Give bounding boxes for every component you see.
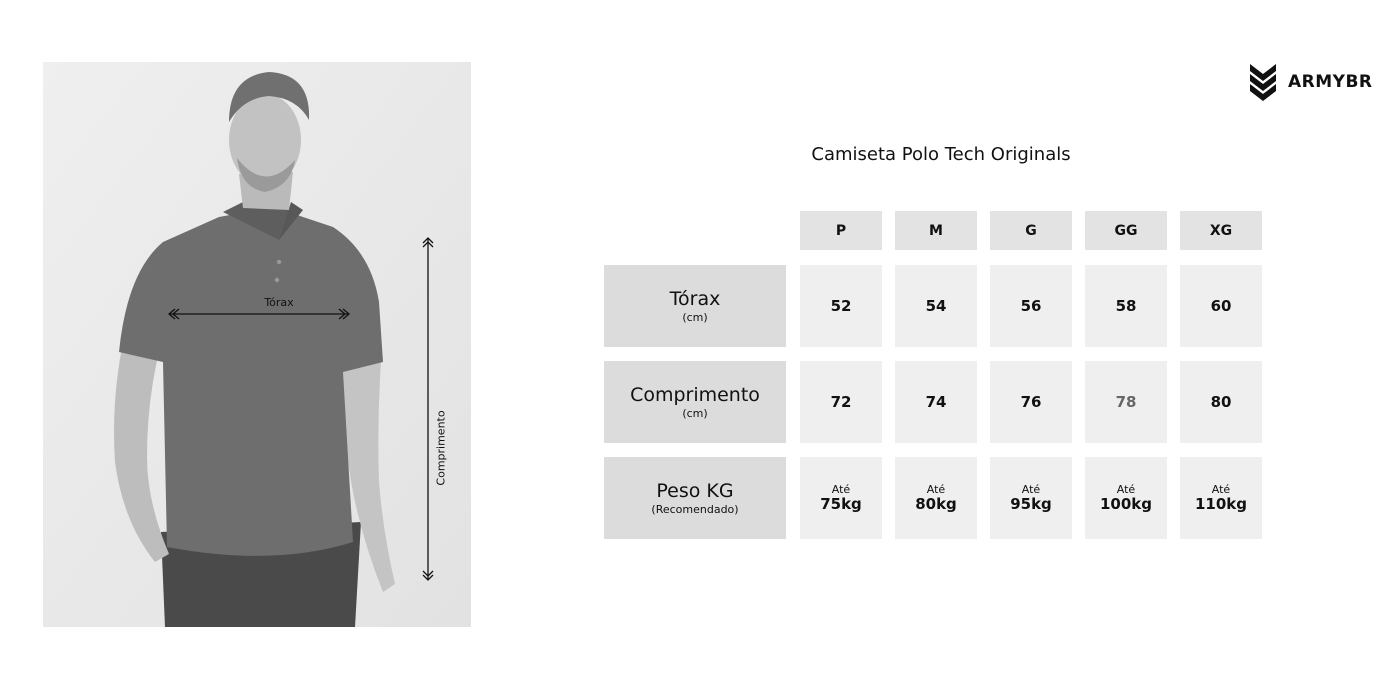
length-measure-arrow	[43, 62, 471, 627]
weight-value-gg	[1085, 457, 1167, 539]
size-header-p: P	[800, 211, 882, 250]
row-label-unit: (cm)	[682, 407, 708, 420]
weight-prefix: Até	[1211, 483, 1231, 496]
weight-prefix: Até	[1021, 483, 1041, 496]
weight-amount: 80kg	[915, 495, 957, 513]
length-value-m: 74	[895, 361, 977, 443]
chest-value-xg: 60	[1180, 265, 1262, 347]
row-label-unit: (Recomendado)	[651, 503, 739, 516]
length-value-gg: 78	[1085, 361, 1167, 443]
row-label-weight	[604, 457, 786, 539]
weight-amount: 110kg	[1194, 495, 1248, 513]
length-value-p: 72	[800, 361, 882, 443]
length-measure-label: Comprimento	[434, 410, 448, 486]
brand-name: ARMYBR	[1288, 72, 1373, 92]
brand-logo	[1248, 62, 1373, 102]
weight-amount: 75kg	[820, 495, 862, 513]
row-label-text: Comprimento	[630, 384, 760, 406]
chest-measure-label: Tórax	[264, 296, 294, 309]
chest-value-g: 56	[990, 265, 1072, 347]
weight-prefix: Até	[1116, 483, 1136, 496]
size-header-m: M	[895, 211, 977, 250]
row-label-chest	[604, 265, 786, 347]
size-header-xg: XG	[1180, 211, 1262, 250]
row-label-length	[604, 361, 786, 443]
chest-value-m: 54	[895, 265, 977, 347]
chevron-shield-icon	[1248, 62, 1278, 102]
chest-value-gg: 58	[1085, 265, 1167, 347]
product-title: Camiseta Polo Tech Originals	[811, 144, 1071, 165]
weight-amount: 95kg	[1010, 495, 1052, 513]
weight-value-p	[800, 457, 882, 539]
weight-value-m	[895, 457, 977, 539]
row-label-text: Peso KG	[656, 480, 734, 502]
weight-prefix: Até	[831, 483, 851, 496]
weight-prefix: Até	[926, 483, 946, 496]
row-label-unit: (cm)	[682, 311, 708, 324]
size-header-g: G	[990, 211, 1072, 250]
length-value-g: 76	[990, 361, 1072, 443]
row-label-text: Tórax	[669, 288, 721, 310]
size-header-gg: GG	[1085, 211, 1167, 250]
weight-value-g	[990, 457, 1072, 539]
chest-value-p: 52	[800, 265, 882, 347]
length-value-xg: 80	[1180, 361, 1262, 443]
model-photo	[43, 62, 471, 627]
weight-amount: 100kg	[1099, 495, 1153, 513]
weight-value-xg	[1180, 457, 1262, 539]
